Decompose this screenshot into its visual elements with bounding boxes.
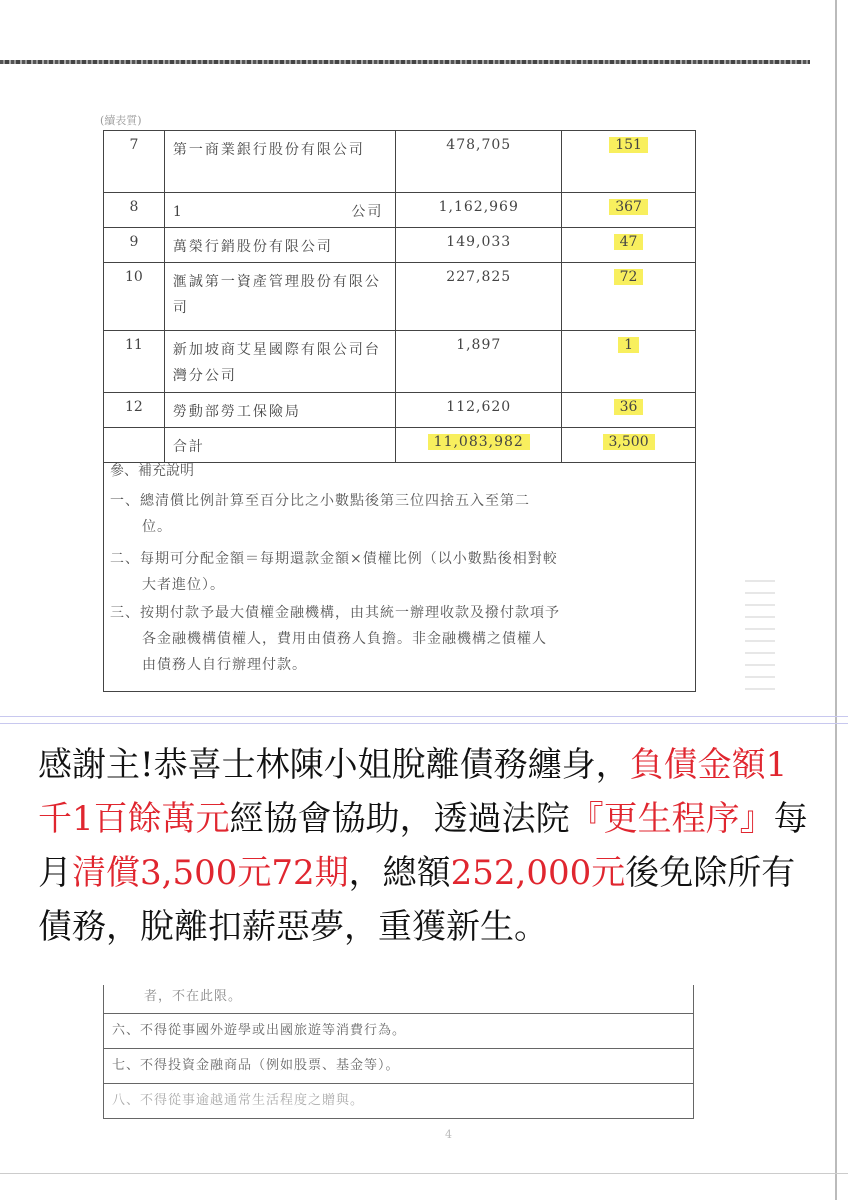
table-row <box>104 193 696 228</box>
installment-amount <box>562 263 696 331</box>
highlight-mark: 3,500 <box>603 434 655 450</box>
restriction-table <box>103 985 694 1119</box>
highlight-mark: 367 <box>609 199 648 215</box>
note-line: 各金融機構債權人，費用由債務人負擔。非金融機構之債權人 <box>142 631 547 647</box>
table-row <box>104 393 696 428</box>
notes-heading: 參、補充說明 <box>110 463 194 479</box>
note-line: 二、每期可分配金額＝每期還款金額×債權比例（以小數點後相對較 <box>110 551 558 567</box>
note-item-2 <box>110 546 690 598</box>
total-label: 合計 <box>164 428 396 463</box>
installment-amount <box>562 193 696 228</box>
creditor-table <box>103 130 696 463</box>
note-item-3 <box>110 600 690 678</box>
table-row <box>104 131 696 193</box>
testimony-part: 經協會協助，透過法院 <box>229 799 570 839</box>
testimony-part: ，總額 <box>348 853 451 893</box>
restriction-row: 者，不在此限。 <box>103 985 694 1014</box>
debt-amount: 149,033 <box>396 228 562 263</box>
highlight-mark: 151 <box>609 137 648 153</box>
testimony-highlight: 『更生程序』 <box>569 799 774 839</box>
scan-artifact <box>745 580 775 700</box>
debt-amount: 478,705 <box>396 131 562 193</box>
restriction-row: 六、不得從事國外遊學或出國旅遊等消費行為。 <box>103 1014 694 1049</box>
row-number: 9 <box>104 228 165 263</box>
creditor-name: 勞動部勞工保險局 <box>164 393 396 428</box>
installment-amount <box>562 131 696 193</box>
note-line: 三、按期付款予最大債權金融機構，由其統一辦理收款及撥付款項予 <box>110 605 560 621</box>
row-number: 7 <box>104 131 165 193</box>
highlight-mark: 1 <box>618 337 639 353</box>
highlight-mark: 36 <box>614 399 644 415</box>
row-number: 8 <box>104 193 165 228</box>
continued-table-note: (續表質) <box>100 114 142 127</box>
debt-amount: 1,162,969 <box>396 193 562 228</box>
testimony-highlight: 252,000元 <box>450 853 626 893</box>
scan-edge-right <box>835 0 837 1200</box>
note-line: 由債務人自行辦理付款。 <box>142 657 307 673</box>
debt-amount: 112,620 <box>396 393 562 428</box>
row-number: 11 <box>104 331 165 393</box>
restriction-row: 八、不得從事逾越通常生活程度之贈與。 <box>103 1084 694 1119</box>
scan-edge-top <box>0 60 810 64</box>
restriction-row: 七、不得投資金融商品（例如股票、基金等）。 <box>103 1049 694 1084</box>
debt-amount: 227,825 <box>396 263 562 331</box>
testimony-part: 感謝主!恭喜士林陳小姐脫離債務纏身， <box>38 745 630 785</box>
installment-amount <box>562 393 696 428</box>
creditor-name-right: 公司 <box>351 204 384 220</box>
page-number: 4 <box>445 1128 452 1141</box>
testimony-part: 每月 <box>38 799 808 893</box>
debt-amount: 1,897 <box>396 331 562 393</box>
creditor-name <box>164 193 396 228</box>
creditor-name: 滙誠第一資產管理股份有限公司 <box>164 263 396 331</box>
note-line: 大者進位）。 <box>142 577 225 593</box>
creditor-name: 第一商業銀行股份有限公司 <box>164 131 396 193</box>
row-number: 10 <box>104 263 165 331</box>
testimony-highlight: 清償3,500元72期 <box>72 853 349 893</box>
note-item-1 <box>110 488 690 540</box>
creditor-name: 萬榮行銷股份有限公司 <box>164 228 396 263</box>
creditor-name: 新加坡商艾星國際有限公司台灣分公司 <box>164 331 396 393</box>
row-number: 12 <box>104 393 165 428</box>
supplementary-notes <box>103 454 696 692</box>
scan-edge-bottom <box>0 1173 848 1174</box>
testimony-text <box>38 738 808 954</box>
table-row <box>104 228 696 263</box>
testimony-part: 後免除所有債務，脫離扣薪惡夢，重獲新生。 <box>38 853 796 947</box>
table-row <box>104 263 696 331</box>
highlight-mark: 72 <box>614 269 644 285</box>
testimony-highlight: 負債金額1千1百餘萬元 <box>38 745 788 839</box>
creditor-name-left: 1 <box>172 204 184 220</box>
highlight-mark: 11,083,982 <box>428 434 530 450</box>
note-line: 一、總清償比例計算至百分比之小數點後第三位四捨五入至第二 <box>110 493 530 509</box>
highlight-mark: 47 <box>614 234 644 250</box>
note-line: 位。 <box>142 519 172 535</box>
installment-amount <box>562 331 696 393</box>
table-row <box>104 331 696 393</box>
blue-guide-lines <box>0 716 848 724</box>
installment-amount <box>562 228 696 263</box>
